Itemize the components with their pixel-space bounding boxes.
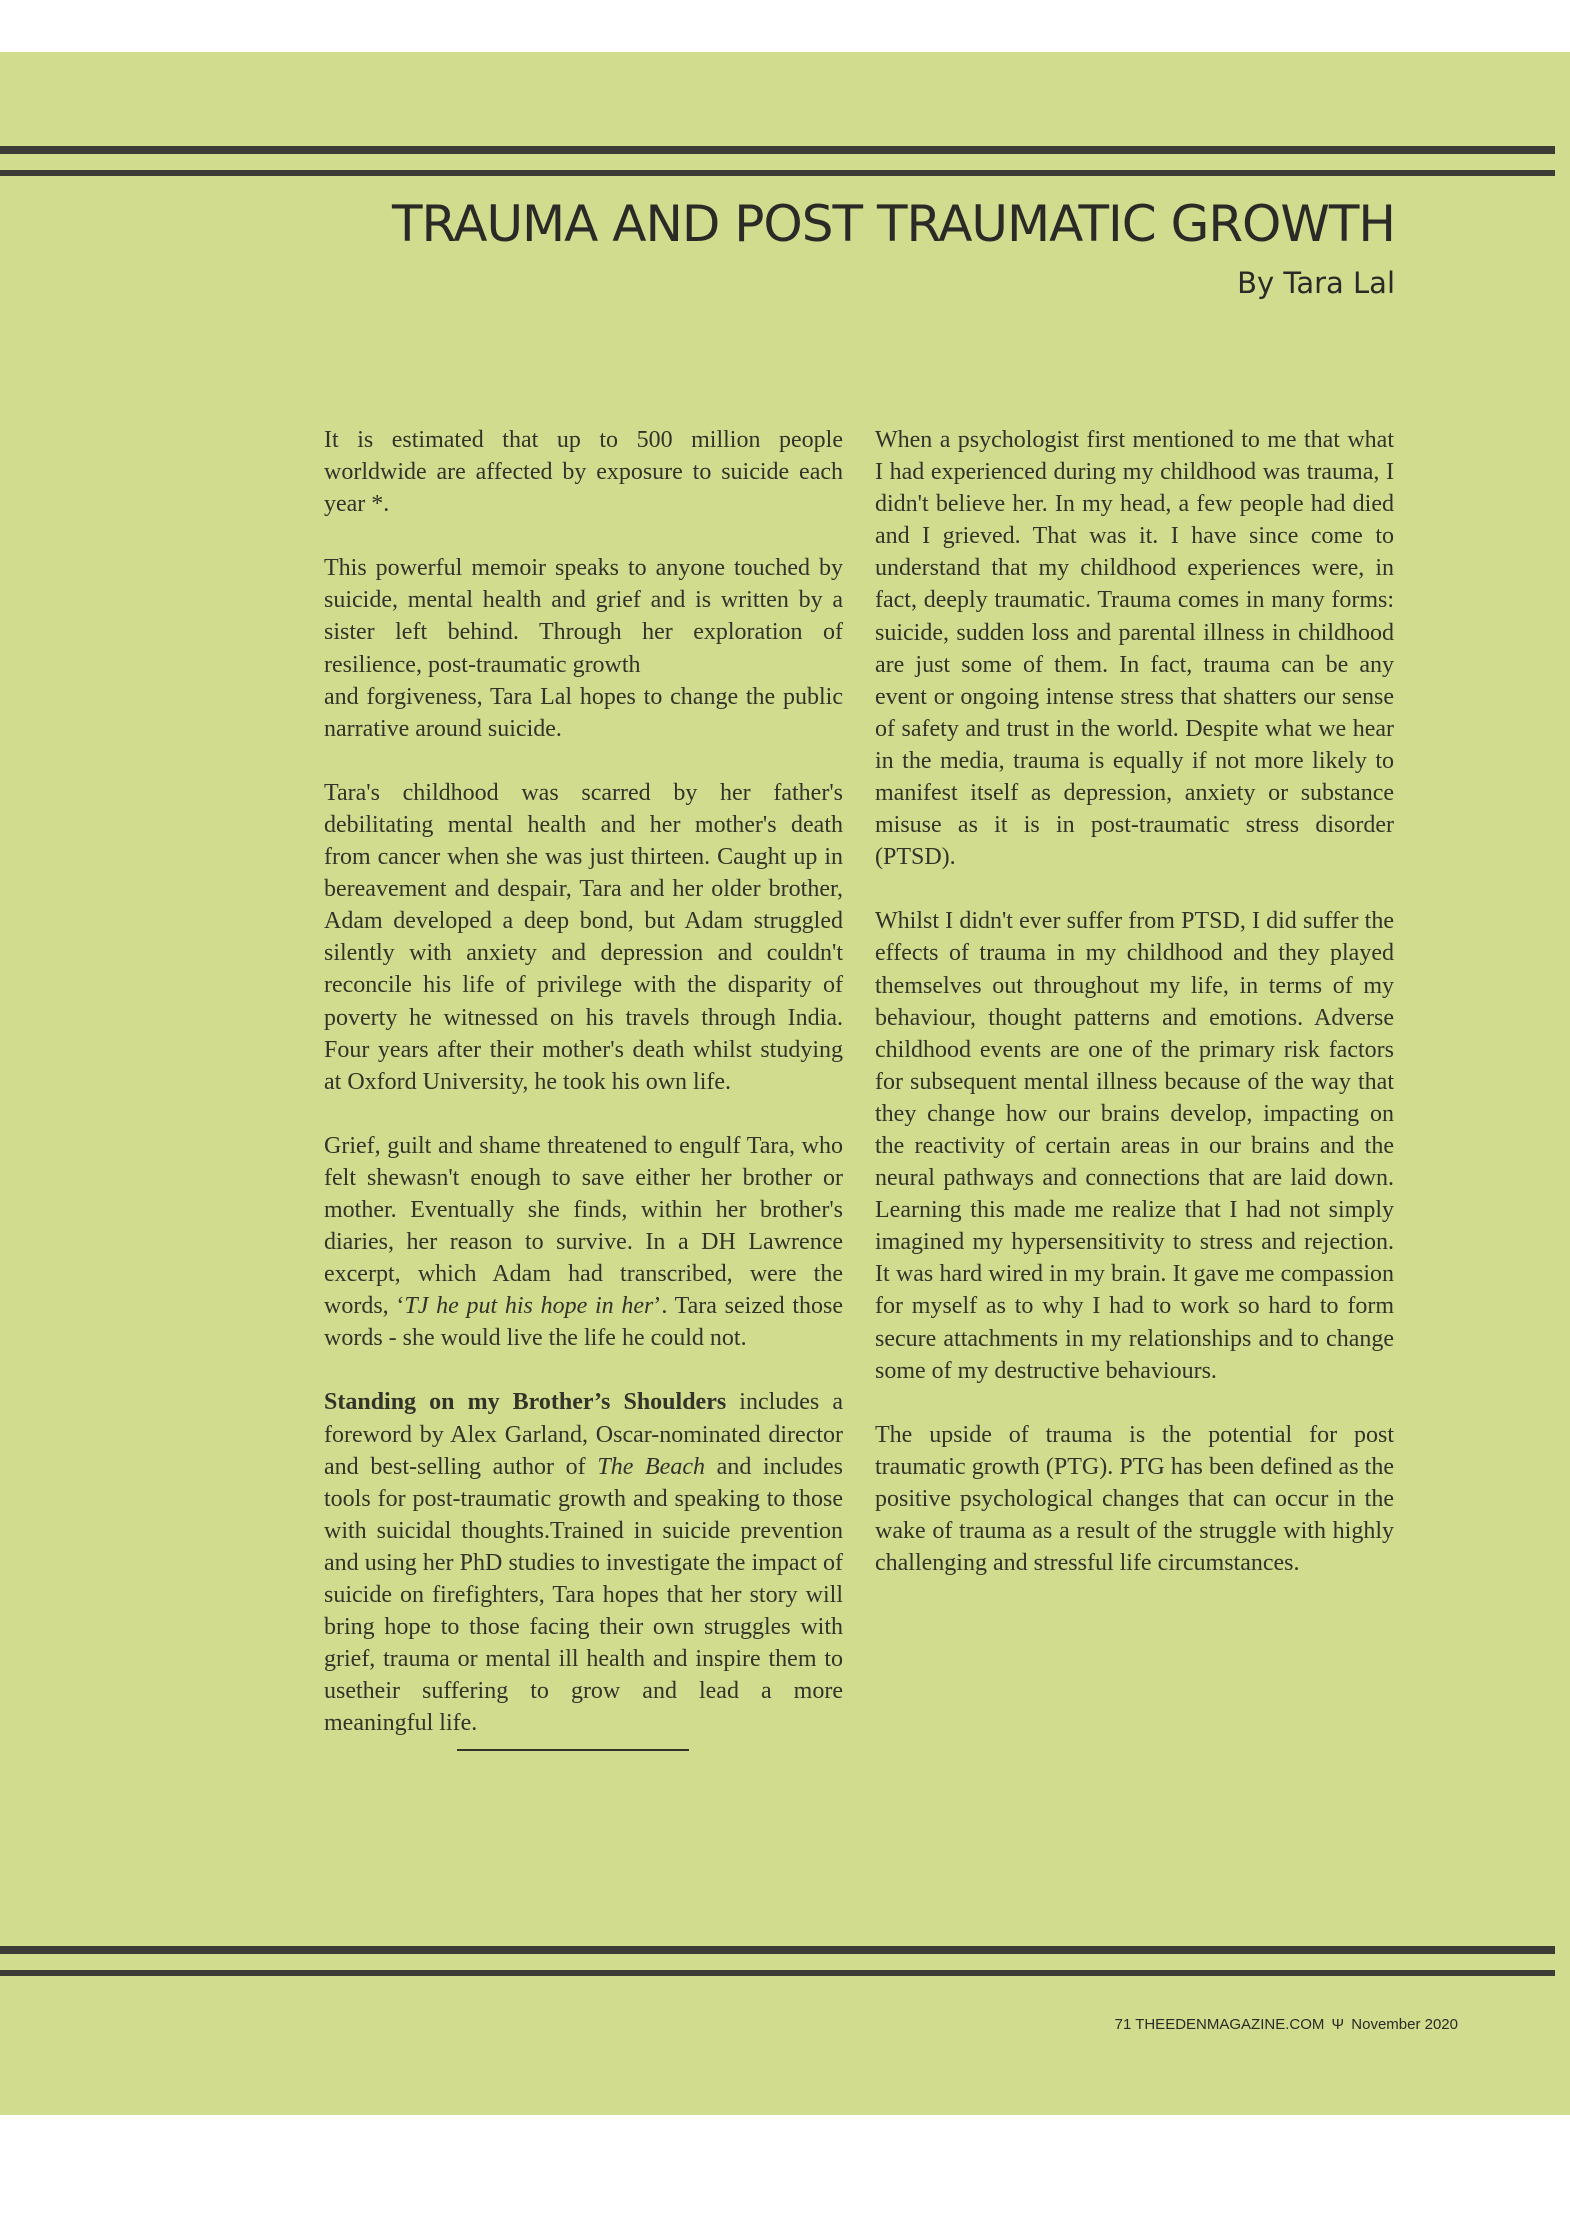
- top-rule-thick: [0, 146, 1555, 154]
- paragraph: When a psychologist first mentioned to me that what I had experienced during my childhood was trauma, I didn't believe her. In my head, a few people had died and I grieved. That was it. I have since come to understand that my childhood experiences were, in fact, deeply traumatic. Trauma comes in many forms: suicide, sudden loss and parental illness in childhood are just some of them. In fact, trauma can be any event or ongoing intense stress that shatters our sense of safety and trust in the world. Despite what we hear in the media, trauma is equally if not more likely to manifest itself as depression, anxiety or substance misuse as it is in post-traumatic stress disorder (PTSD).: [875, 427, 1394, 871]
- page-footer: [1000, 2016, 1458, 2033]
- paragraph: [324, 1386, 843, 1739]
- footer-page-site: 71 THEEDENMAGAZINE.COM: [1114, 2016, 1325, 2033]
- text-run: ’. Tara seized those words - she would live the life he could not.: [324, 1293, 844, 1352]
- magazine-logo-icon: Ψ: [1331, 2016, 1345, 2033]
- text-run: and includes tools for post-traumatic growth and speaking to those with suicidal thoughts.Trained in suicide prevention and using her PhD studies to investigate the impact of suicide on firefighters, Tara hopes that her story will bring hope to those facing their own struggles with grief, trauma or mental ill health and inspire them to usetheir suffering to grow and lead a more meaningful life.: [324, 1453, 843, 1737]
- paragraph: Whilst I didn't ever suffer from PTSD, I did suffer the effects of trauma in my childhood and they played themselves out throughout my life, in terms of my behaviour, thought patterns and emotions. Adverse childhood events are one of the primary risk factors for subsequent mental illness because of the way that they change how our brains develop, impacting on the reactivity of certain areas in our brains and the neural pathways and connections that are laid down. Learning this made me realize that I had not simply imagined my hypersensitivity to stress and rejection. It was hard wired in my brain. It gave me compassion for myself as to why I had to work so hard to form secure attachments in my relationships and to change some of my destructive behaviours.: [875, 908, 1394, 1384]
- article-byline: By Tara Lal: [1237, 266, 1395, 300]
- paragraph: [324, 552, 843, 745]
- left-column: [324, 424, 843, 1739]
- quote-italic: TJ he put his hope in her: [404, 1293, 654, 1320]
- book-title-bold: Standing on my Brother’s Shoulders: [324, 1389, 727, 1416]
- paragraph: Tara's childhood was scarred by her father's debilitating mental health and her mother's death from cancer when she was just thirteen. Caught up in bereavement and despair, Tara and her older brother, Adam developed a deep bond, but Adam struggled silently with anxiety and depression and couldn't reconcile his life of privilege with the disparity of poverty he witnessed on his travels through India. Four years after their mother's death whilst studying at Oxford University, he took his own life.: [324, 779, 843, 1095]
- text-run: includes a foreword by Alex Garland, Oscar-nominated director and best-selling author of: [324, 1389, 843, 1480]
- article-title: TRAUMA AND POST TRAUMATIC GROWTH: [391, 195, 1395, 253]
- footer-date: November 2020: [1351, 2016, 1458, 2033]
- text-run: Grief, guilt and shame threatened to engulf Tara, who felt shewasn't enough to save either her brother or mother. Eventually she finds, within her brother's diaries, her reason to survive. In a DH Lawrence excerpt, which Adam had transcribed, were the words, ‘: [324, 1132, 843, 1320]
- right-column: [875, 424, 1394, 1579]
- paragraph-line: This powerful memoir speaks to anyone touched by suicide, mental health and grief and is written by a sister left behind. Through her exploration of resilience, post-traumatic growth: [324, 555, 843, 678]
- paragraph: It is estimated that up to 500 million people worldwide are affected by exposure to suicide each year *.: [324, 427, 843, 518]
- book-title-italic: The Beach: [597, 1453, 705, 1480]
- paragraph-line: and forgiveness, Tara Lal hopes to change the public narrative around suicide.: [324, 683, 843, 742]
- bottom-rule-thin: [0, 1970, 1555, 1976]
- top-rule-thin: [0, 170, 1555, 176]
- bottom-rule-thick: [0, 1946, 1555, 1954]
- paragraph: [324, 1130, 843, 1355]
- paragraph: The upside of trauma is the potential for post traumatic growth (PTG). PTG has been defined as the positive psychological changes that can occur in the wake of trauma as a result of the struggle with highly challenging and stressful life circumstances.: [875, 1421, 1394, 1577]
- column-end-divider: [457, 1749, 689, 1751]
